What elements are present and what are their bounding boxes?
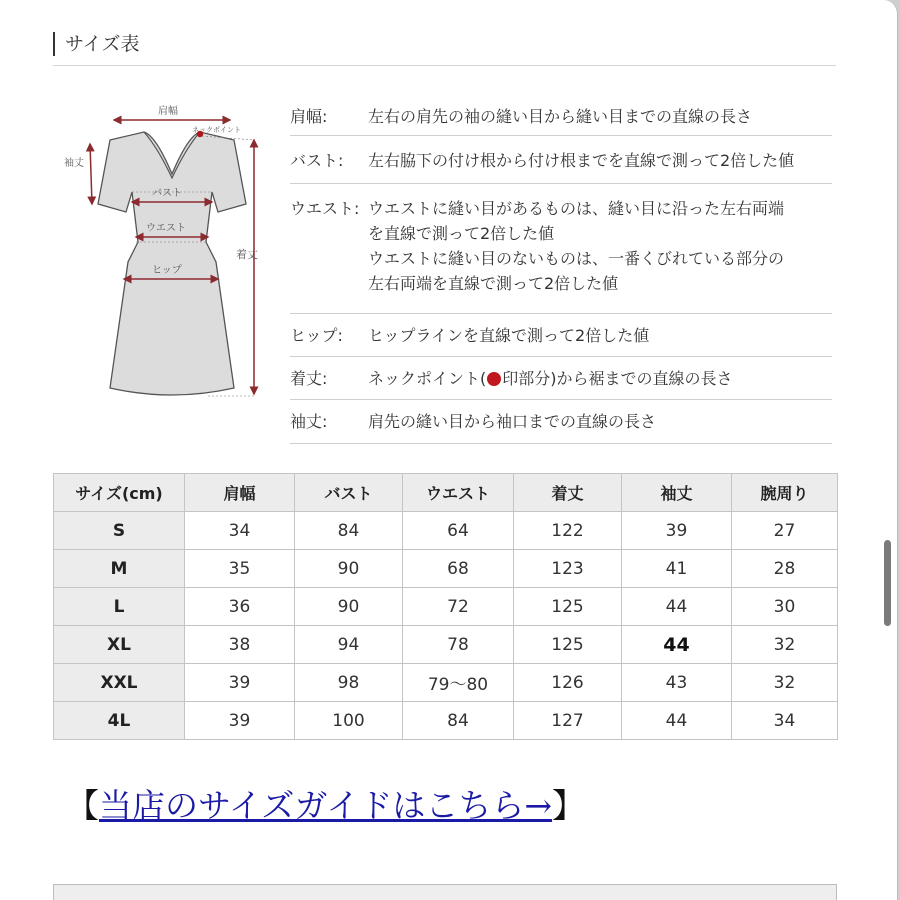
table-cell: 127 [514,702,622,740]
label-bust: バスト [152,188,182,199]
definition-row [290,184,832,314]
red-dot-icon [487,372,501,386]
table-cell: 90 [295,588,403,626]
header-cell: サイズ(cm) [54,474,185,512]
table-cell: 30 [732,588,838,626]
label-length: 着丈 [236,248,258,261]
bracket-open: 【 [66,786,99,825]
table-cell: 126 [514,664,622,702]
label-sleeve: 袖丈 [64,158,84,169]
table-cell: 100 [295,702,403,740]
size-guide-link[interactable]: 当店のサイズガイドはこちら→ [99,786,553,825]
table-cell: 123 [514,550,622,588]
table-cell: 32 [732,664,838,702]
table-cell: 35 [185,550,295,588]
definition-term: ヒップ: [290,326,343,345]
table-cell: 72 [403,588,514,626]
header-cell: 着丈 [514,474,622,512]
definition-row [290,92,832,136]
table-cell: 34 [732,702,838,740]
table-cell: 68 [403,550,514,588]
header-cell: 肩幅 [185,474,295,512]
size-label-cell: L [54,588,185,626]
table-row [54,664,838,702]
size-label-cell: XXL [54,664,185,702]
sleeve-arrow [90,144,92,204]
table-cell: 44 [622,626,732,664]
table-cell: 44 [622,702,732,740]
table-cell: 125 [514,626,622,664]
table-cell: 44 [622,588,732,626]
dress-silhouette [98,132,246,395]
definition-term: 袖丈: [290,412,328,431]
table-cell: 36 [185,588,295,626]
table-cell: 84 [295,512,403,550]
definition-text: 左右脇下の付け根から付け根までを直線で測って2倍した値 [368,151,795,170]
table-row [54,588,838,626]
size-label-cell: 4L [54,702,185,740]
table-cell: 39 [185,702,295,740]
table-cell: 27 [732,512,838,550]
header-cell: 袖丈 [622,474,732,512]
definition-row [290,314,832,357]
label-hip: ヒップ [152,265,182,276]
table-cell: 84 [403,702,514,740]
scrollbar-thumb[interactable] [884,540,891,626]
size-label-cell: M [54,550,185,588]
definition-term: 肩幅: [290,107,328,126]
header-cell: ウエスト [403,474,514,512]
table-cell: 79〜80 [403,664,514,702]
table-cell: 94 [295,626,403,664]
size-label-cell: XL [54,626,185,664]
header-cell: バスト [295,474,403,512]
definition-text: 左右両端を直線で測って2倍した値 [368,274,619,293]
definition-row [290,136,832,184]
definition-text: ウエストに縫い目があるものは、縫い目に沿った左右両端 [368,199,785,218]
table-header-row [54,474,838,512]
section-title: サイズ表 [53,32,139,56]
definition-text: 肩先の縫い目から袖口までの直線の長さ [368,412,657,431]
table-cell: 64 [403,512,514,550]
definition-row [290,357,832,400]
table-cell: 38 [185,626,295,664]
table-cell: 32 [732,626,838,664]
table-cell: 28 [732,550,838,588]
dress-measurement-figure [58,96,280,416]
definition-text: 左右の肩先の袖の縫い目から縫い目までの直線の長さ [368,107,753,126]
table-row [54,550,838,588]
definition-term: 着丈: [290,369,328,388]
measurement-definitions [290,92,832,444]
next-section-box [53,884,837,900]
bracket-close: 】 [552,786,586,825]
size-label-cell: S [54,512,185,550]
table-cell: 78 [403,626,514,664]
table-cell: 125 [514,588,622,626]
size-guide-banner [66,780,585,827]
label-neckpoint: ネックポイント [192,126,241,134]
table-cell: 41 [622,550,732,588]
table-cell: 98 [295,664,403,702]
table-row [54,702,838,740]
table-cell: 34 [185,512,295,550]
definition-term: ウエスト: [290,199,360,218]
title-divider [53,65,836,66]
table-row [54,512,838,550]
table-cell: 39 [622,512,732,550]
definition-text: 印部分)から裾までの直線の長さ [502,369,733,388]
definition-text: ウエストに縫い目のないものは、一番くびれている部分の [368,249,785,268]
definition-text: を直線で測って2倍した値 [368,224,555,243]
table-cell: 122 [514,512,622,550]
table-cell: 39 [185,664,295,702]
table-cell: 43 [622,664,732,702]
table-cell: 90 [295,550,403,588]
definition-text: ヒップラインを直線で測って2倍した値 [368,326,650,345]
definition-row [290,400,832,444]
label-shoulder: 肩幅 [158,106,178,117]
size-table [53,473,838,740]
label-waist: ウエスト [146,223,186,234]
definition-term: バスト: [290,151,344,170]
header-cell: 腕周り [732,474,838,512]
definition-text: ネックポイント( [368,369,487,388]
table-row [54,626,838,664]
